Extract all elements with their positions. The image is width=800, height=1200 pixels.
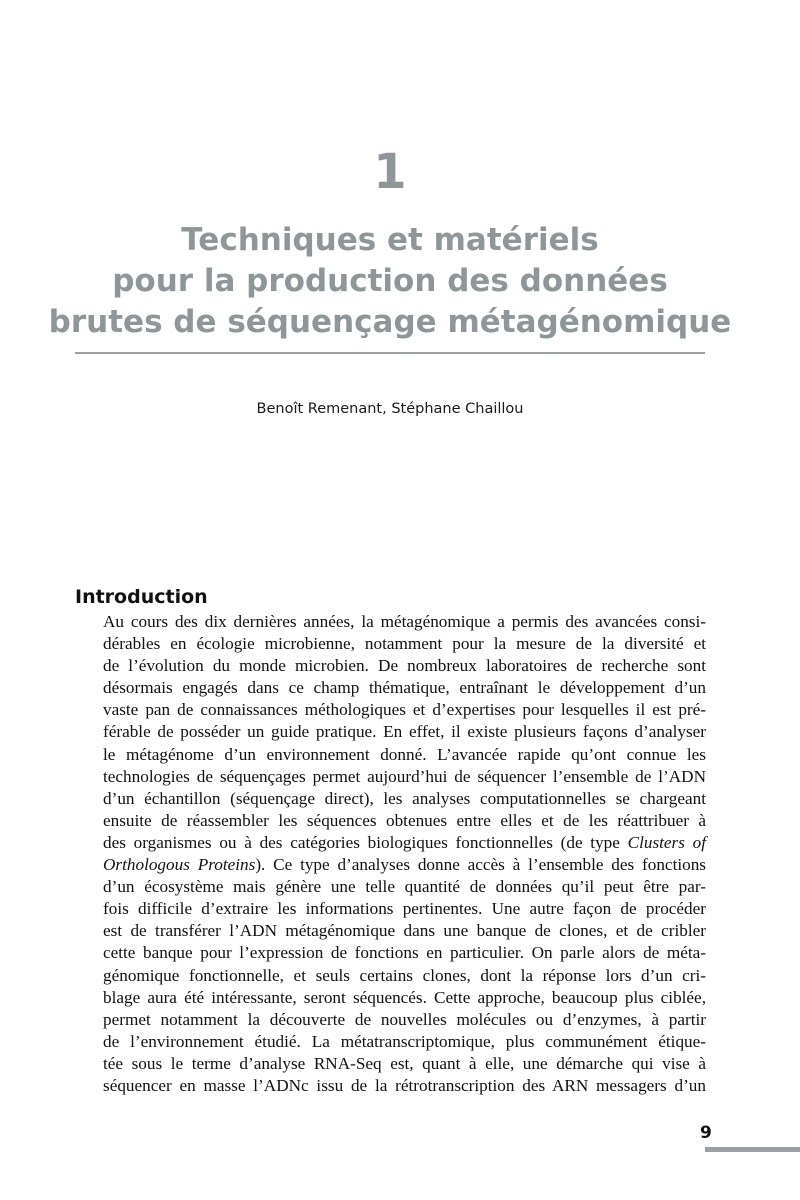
body-line <box>103 854 706 876</box>
body-line: le métagénome d’un environnement donné. L’avancée rapide qu’ont connue les <box>103 744 706 764</box>
chapter-title-line: brutes de séquençage métagénomique <box>48 304 732 340</box>
body-line: cette banque pour l’expression de fonctions en particulier. On parle alors de méta- <box>103 943 706 963</box>
body-line <box>103 832 706 854</box>
italic-term: Clusters of <box>627 832 707 852</box>
section-heading: Introduction <box>75 586 208 608</box>
body-line: dérables en écologie microbienne, notamment pour la mesure de la diversité et <box>103 634 706 654</box>
body-line: permet notamment la découverte de nouvelles molécules ou d’enzymes, à partir <box>103 1009 706 1029</box>
body-paragraph <box>103 611 706 1097</box>
body-line: technologies de séquençages permet aujourd’hui de séquencer l’ensemble de l’ADN <box>103 766 706 786</box>
body-line: est de transférer l’ADN métagénomique dans une banque de clones, et de cribler <box>103 921 706 941</box>
body-line: d’un écosystème mais génère une telle quantité de données qu’il peut être par- <box>103 877 706 897</box>
body-line: d’un échantillon (séquençage direct), les analyses computationnelles se chargeant <box>103 788 706 808</box>
page-number: 9 <box>700 1123 712 1143</box>
chapter-title-line: pour la production des données <box>112 263 668 299</box>
chapter-title-line: Techniques et matériels <box>181 222 599 258</box>
chapter-number: 1 <box>373 144 407 200</box>
italic-term: Orthologous Proteins <box>103 855 256 875</box>
chapter-authors: Benoît Remenant, Stéphane Chaillou <box>256 401 524 417</box>
body-line: Au cours des dix dernières années, la métagénomique a permis des avancées consi- <box>103 612 706 631</box>
body-line: séquencer en masse l’ADNc issu de la rétrotranscription des ARN messagers d’un <box>103 1075 706 1095</box>
body-line: blage aura été intéressante, seront séquencés. Cette approche, beaucoup plus ciblée, <box>103 987 706 1007</box>
body-line-text: ). Ce type d’analyses donne accès à l’ensemble des fonctions <box>255 855 706 875</box>
body-line: de l’environnement étudié. La métatranscriptomique, plus communément étique- <box>103 1031 706 1051</box>
body-line-text: des organismes ou à des catégories biologiques fonctionnelles (de type <box>103 832 628 852</box>
body-line: génomique fonctionnelle, et seuls certains clones, dont la réponse lors d’un cri- <box>103 965 706 985</box>
body-line: de l’évolution du monde microbien. De nombreux laboratoires de recherche sont <box>103 656 706 676</box>
body-line: désormais engagés dans ce champ thématique, entraînant le développement d’un <box>103 678 706 698</box>
body-line: fois difficile d’extraire les informations pertinentes. Une autre façon de procéder <box>103 899 706 919</box>
title-divider <box>75 352 705 354</box>
chapter-title <box>0 220 780 343</box>
body-line: vaste pan de connaissances méthologiques et d’expertises pour lesquelles il est pré- <box>103 700 706 720</box>
body-line: tée sous le terme d’analyse RNA-Seq est, quant à elle, une démarche qui vise à <box>103 1053 706 1073</box>
body-line: ensuite de réassembler les séquences obtenues entre elles et de les réattribuer à <box>103 810 706 830</box>
page-number-rule <box>705 1147 800 1152</box>
body-line: férable de posséder un guide pratique. En effet, il existe plusieurs façons d’analyser <box>103 722 706 742</box>
